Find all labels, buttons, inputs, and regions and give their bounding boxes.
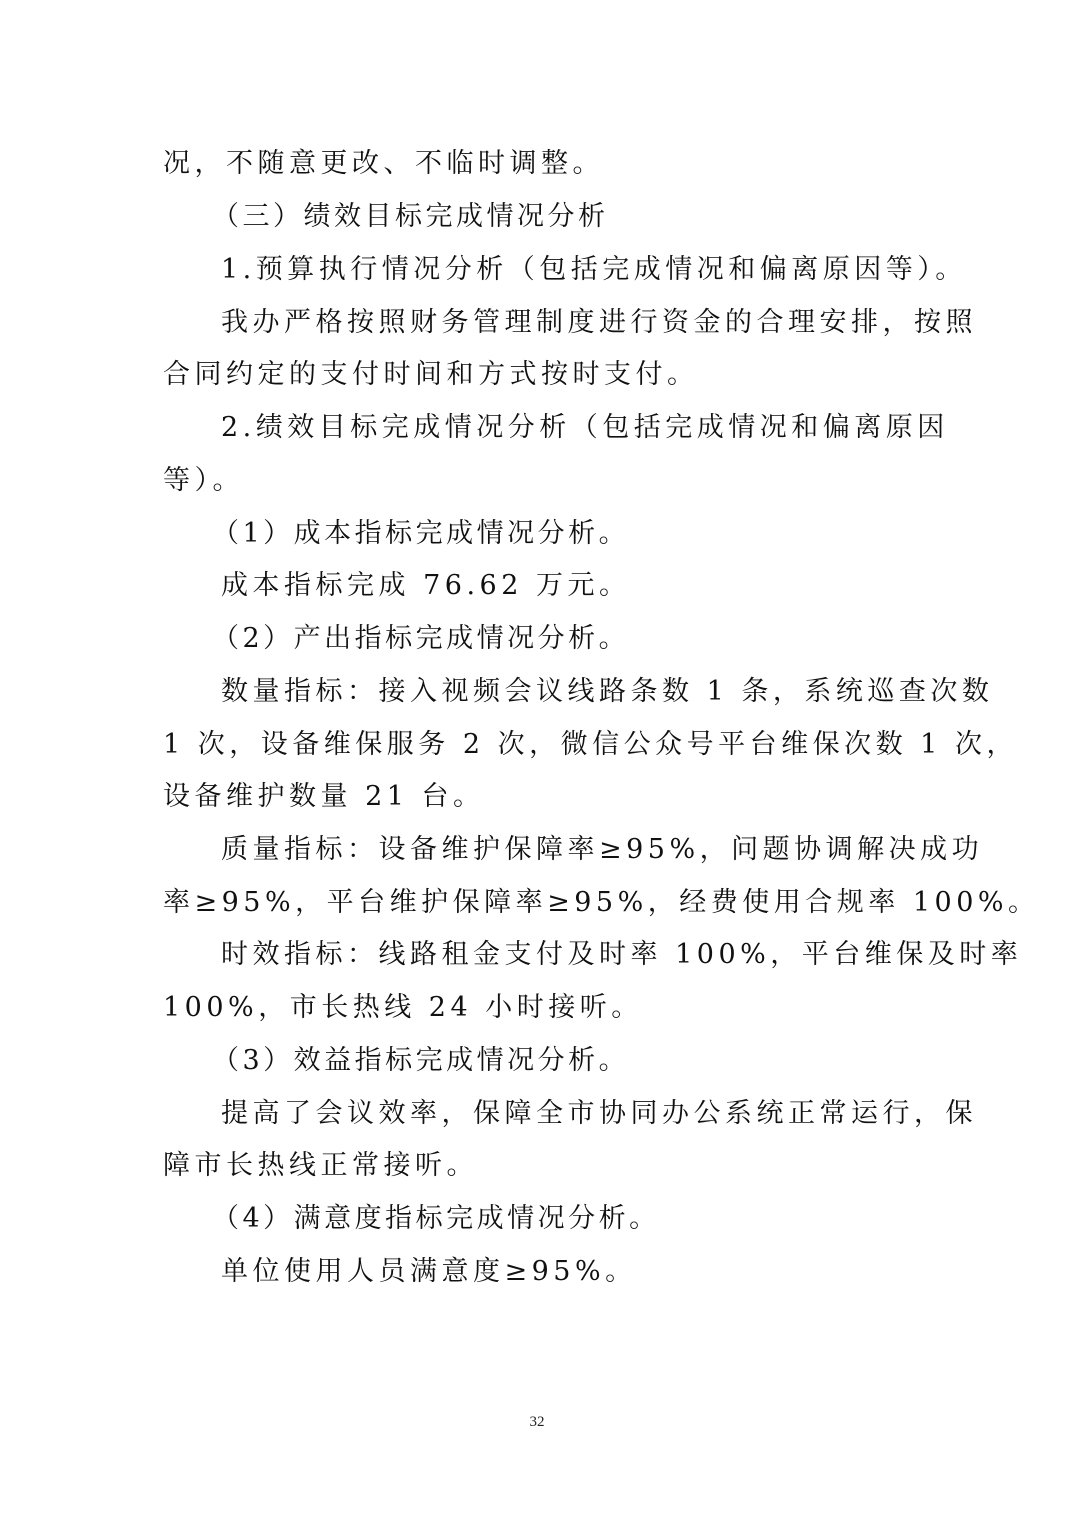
paragraph-line: 成本指标完成 76.62 万元。 <box>221 570 631 601</box>
item-heading: （1）成本指标完成情况分析。 <box>212 518 630 549</box>
paragraph-line: 1 次，设备维保服务 2 次，微信公众号平台维保次数 1 次， <box>163 729 1018 760</box>
section-heading: （三）绩效目标完成情况分析 <box>212 201 609 232</box>
paragraph-line: 数量指标：接入视频会议线路条数 1 条，系统巡查次数 <box>221 676 994 707</box>
paragraph-line: 障市长热线正常接听。 <box>163 1150 478 1181</box>
paragraph-line: 率≥95%，平台维护保障率≥95%，经费使用合规率 100%。 <box>163 887 1040 918</box>
item-heading: （3）效益指标完成情况分析。 <box>212 1045 630 1076</box>
paragraph-line: 时效指标：线路租金支付及时率 100%，平台维保及时率 <box>221 939 1023 970</box>
item-heading: （4）满意度指标完成情况分析。 <box>212 1203 660 1234</box>
paragraph-line: 质量指标：设备维护保障率≥95%，问题协调解决成功 <box>221 834 984 865</box>
paragraph-line: 况，不随意更改、不临时调整。 <box>163 148 604 179</box>
subsection-heading: 1.预算执行情况分析（包括完成情况和偏离原因等）。 <box>221 254 967 285</box>
subsection-heading: 2.绩效目标完成情况分析（包括完成情况和偏离原因 <box>221 412 949 443</box>
paragraph-line: 设备维护数量 21 台。 <box>163 781 485 812</box>
paragraph-line: 合同约定的支付时间和方式按时支付。 <box>163 359 699 390</box>
page-number: 32 <box>529 1414 545 1430</box>
item-heading: （2）产出指标完成情况分析。 <box>212 623 630 654</box>
paragraph-line: 单位使用人员满意度≥95%。 <box>221 1256 637 1287</box>
paragraph-line: 提高了会议效率，保障全市协同办公系统正常运行，保 <box>221 1098 977 1129</box>
paragraph-line: 100%，市长热线 24 小时接听。 <box>163 992 643 1023</box>
subsection-heading-continued: 等）。 <box>163 465 244 496</box>
paragraph-line: 我办严格按照财务管理制度进行资金的合理安排，按照 <box>221 307 977 338</box>
